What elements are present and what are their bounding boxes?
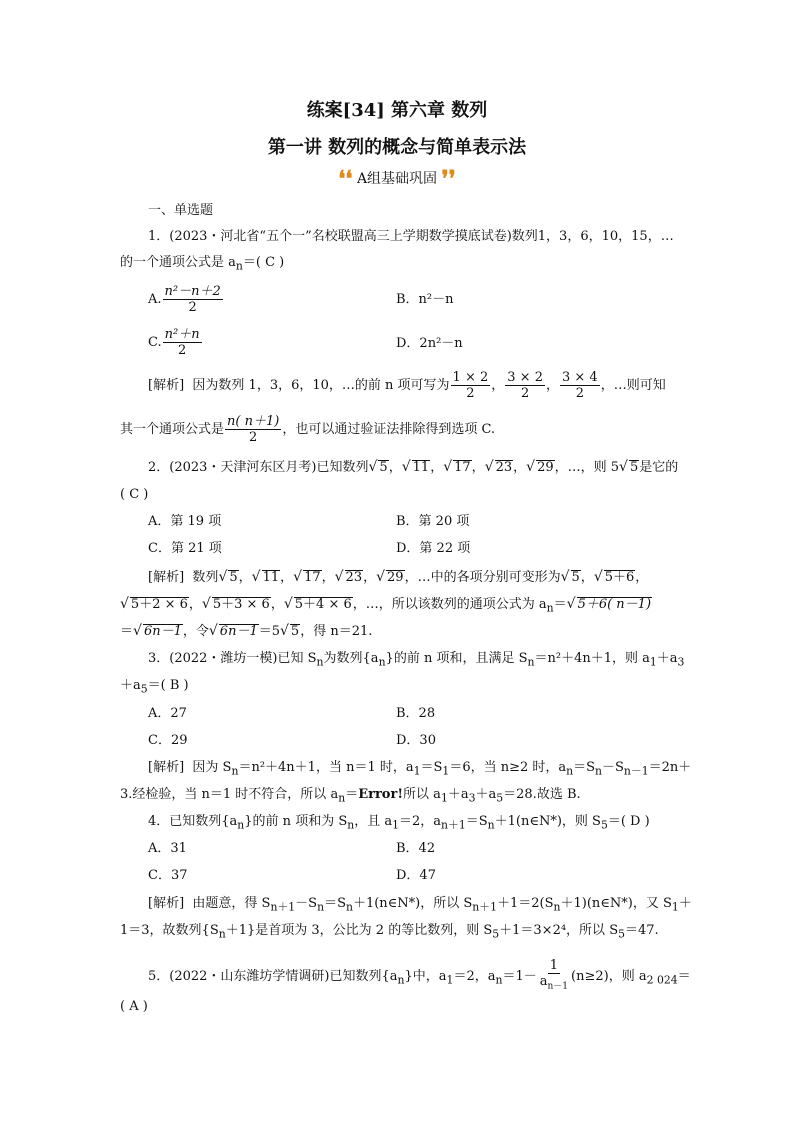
q5-line2: ( A ) [120, 999, 148, 1014]
q1-option-b: B．n²－n [396, 292, 454, 307]
q2-option-c: C．第 21 项 [148, 541, 222, 556]
q4-option-d: D．47 [396, 868, 436, 883]
q4-solution-line1: [解析] 由题意，得 $S_{n+1}-S_n=S_n+1(n\in N*)$，所以 $S_{n+1}+1=2(S_n+1)(n\in N*)$，又 $S_1+$ [148, 896, 692, 914]
q1-option-d: D．2n²－n [396, 336, 463, 351]
page-title: 练案[34] 第六章 数列 [306, 100, 488, 121]
open-quote-icon: ❛❛ [338, 166, 353, 192]
error-text: Error! [358, 787, 404, 802]
q2-line1: 2．(2023・天津河东区月考)已知数列√ 5，√ 11，√ 17，√ 23，√ 29，…，则 5√ 5是它的 [148, 459, 679, 475]
q4-line1: 4．已知数列$\{a_n\}$的前 n 项和为 $S_n$，且 $a_1=2$，$a_{n+1}=S_n+1(n\in N*)$，则 $S_5=$( D ) [148, 814, 650, 832]
q1-solution-line2: 其一个通项公式是 $\frac{n( n+1)}{2}$ ，也可以通过验证法排除得到选项 C. [120, 414, 496, 445]
q1-line1: 1．(2023・河北省“五个一”名校联盟高三上学期数学摸底试卷)数列1，3，6，10，15，… [148, 229, 674, 244]
q1-option-a: A. $\frac{\text{n²－n＋2}}{2}$ [148, 284, 221, 315]
q2-option-b: B．第 20 项 [396, 514, 470, 529]
q4-solution-line2: 1＝3，故数列$\{S_n+1\}$是首项为 3，公比为 2 的等比数列，则 $S_5+1=3\times 2^4$，所以 $S_5=47$. [120, 923, 659, 941]
close-quote-icon: ❜❜ [441, 166, 456, 192]
q2-option-a: A．第 19 项 [148, 514, 222, 529]
q1-line2: 的一个通项公式是 $a_n=$( C ) [120, 255, 285, 273]
q3-option-a: A．27 [148, 706, 187, 721]
q3-option-d: D．30 [396, 733, 436, 748]
q2-solution-line2: √ 5＋2 × 6，√ 5＋3 × 6，√ 5＋4 × 6，…，所以该数列的通项公式为 $a_n=√$ 5＋6( n－1) [120, 596, 652, 615]
q4-option-c: C．37 [148, 868, 188, 883]
q3-line2: $+a_5=$( B ) [120, 678, 189, 696]
q1-option-c: C. $\frac{\text{n²＋n}}{2}$ [148, 327, 200, 358]
q2-solution-line1: [解析] 数列√ 5，√ 11，√ 17，√ 23，√ 29，…中的各项分别可变形为√ 5，√ 5＋6， [148, 569, 649, 585]
q2-solution-line3: ＝√ 6n－1，令√ 6n－1＝5√ 5，得 n＝21. [120, 623, 373, 639]
section-heading: 一、单选题 [148, 203, 214, 218]
q3-solution-line2: 3.经检验，当 n＝1 时不符合，所以 $a_n=Error$!所以 $a_1+a_3+a_5=28$.故选 B. [120, 787, 581, 805]
q4-option-a: A．31 [148, 841, 187, 856]
q3-option-b: B．28 [396, 706, 436, 721]
q2-line2: ( C ) [120, 487, 149, 502]
q3-option-c: C．29 [148, 733, 188, 748]
q4-option-b: B．42 [396, 841, 436, 856]
group-heading [0, 166, 794, 192]
q5-line1: 5．(2022・山东潍坊学情调研)已知数列$\{a_n\}$中，$a_1=2$，$a_n=1-$ $\frac{1}{a_{n-1}}$ (n≥2)，则 $a_{2 024}=$ [148, 958, 691, 992]
q3-solution-line1: [解析] 因为 $S_n=n^2+4n+1$，当 n＝1 时，$a_1=S_1=6$，当 n≥2 时，$a_n=S_n-S_{n-1}=2n+$ [148, 760, 692, 778]
group-label: A组基础巩固 [356, 171, 438, 187]
lesson-title: 第一讲 数列的概念与简单表示法 [267, 137, 527, 158]
q3-line1: 3．(2022・潍坊一模)已知 $S_n$为数列$\{a_n\}$的前 n 项和，且满足 $S_n=n^2+4n+1$，则 $a_1+a_3$ [148, 651, 685, 669]
q2-option-d: D．第 22 项 [396, 541, 471, 556]
q1-solution-line1: [解析] 因为数列 1，3，6，10，…的前 n 项可写为 $\frac{1 \times 2}{2}$ ， $\frac{3 \times 2}{2}$ ， $\frac{3 \times 4}{2}$ ，…则可知 [148, 370, 666, 401]
